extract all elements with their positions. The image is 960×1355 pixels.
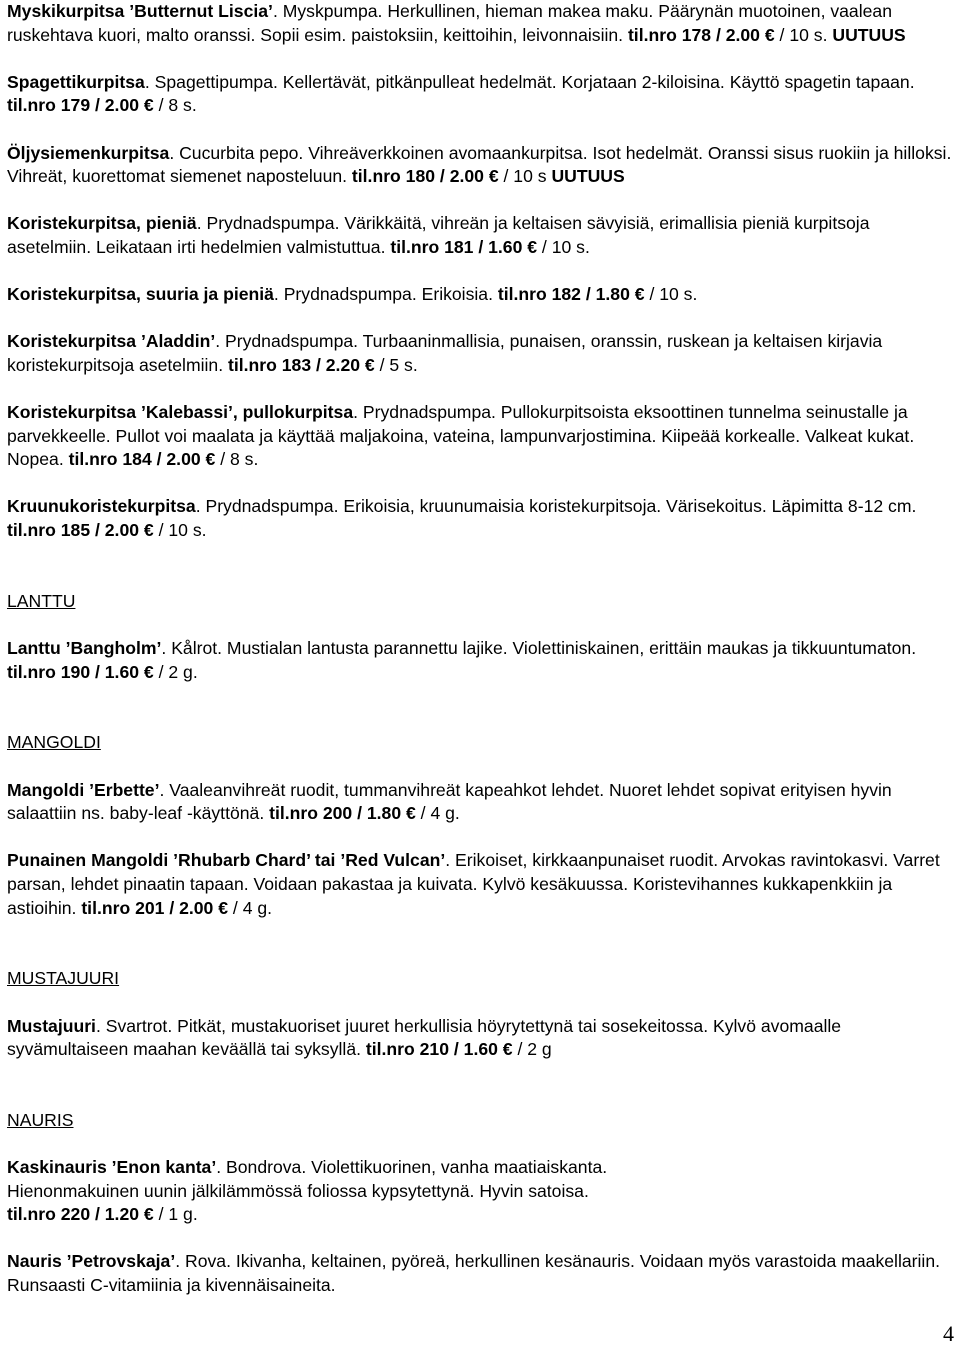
product-emphasis: Nauris ’Petrovskaja’ <box>7 1251 176 1272</box>
section-heading: LANTTU <box>7 590 76 611</box>
product-emphasis: til.nro 185 / 2.00 <box>7 520 144 541</box>
product-text: . Spagettipumpa. Kellertävät, pitkänpulleat hedelmät. Korjataan 2-kiloisina. Käyttö spagetin tapaan. <box>144 71 915 92</box>
product-emphasis: Koristekurpitsa ’Kalebassi’, pullokurpitsa <box>7 402 354 423</box>
product-text: . Prydnadspumpa. Erikoisia. <box>273 284 498 305</box>
product-emphasis: til.nro 220 / 1.20 <box>7 1204 144 1225</box>
product-emphasis: UUTUUS <box>551 166 625 187</box>
product-emphasis: til.nro 184 / 2.00 <box>68 449 206 470</box>
product-emphasis: € <box>364 354 375 375</box>
product-text: . Prydnadspumpa. Pullokurpitsoista eksoottinen tunnelma seinustalle ja parvekkeelle. Pullot voi maalata ja käyttää maljakoina, vateina, lampunvarjostimina. Kiipeää korkealle. Valkeat kukat. Nopea. <box>7 402 915 470</box>
product-emphasis: Kruunukoristekurpitsa <box>7 496 196 517</box>
product-text: . Bondrova. Violettikuorinen, vanha maatiaiskanta. Hienonmakuinen uunin jälkilämmössä foliossa kypsytettynä. Hyvin satoisa. <box>7 1157 608 1201</box>
spacer <box>7 260 955 284</box>
product-text: . Kålrot. Mustialan lantusta parannettu lajike. Violettiniskainen, erittäin maukas ja tikkuuntumaton. <box>161 638 917 659</box>
product-text: . Prydnadspumpa. Erikoisia, kruunumaisia koristekurpitsoja. Värisekoitus. Läpimitta 8-12 cm. <box>195 496 917 517</box>
product-text: . Svartrot. Pitkät, mustakuoriset juuret herkullisia höyrytettynä tai sosekeitossa. Kylvö avomaalle syvämultaiseen maahan keväällä tai syksyllä. <box>7 1015 842 1060</box>
product-entry <box>7 1250 955 1297</box>
document-page <box>7 0 955 1298</box>
section-heading: MUSTAJUURI <box>7 968 120 989</box>
product-entry <box>7 637 955 684</box>
spacer <box>7 1085 955 1109</box>
product-emphasis: UUTUUS <box>832 24 906 45</box>
product-text: . Vaaleanvihreät ruodit, tummanvihreät kapeahkot lehdet. Nuoret lehdet sopivat erityisen hyvin salaattiin ns. baby-leaf -käyttönä. <box>7 779 892 824</box>
spacer <box>7 826 955 850</box>
product-emphasis: til.nro 182 / 1.80 <box>497 284 635 305</box>
spacer <box>7 1133 955 1157</box>
page-number: 4 <box>943 1321 954 1346</box>
spacer <box>7 1062 955 1086</box>
product-entry <box>7 779 955 826</box>
product-text: / 10 s. <box>774 24 833 45</box>
spacer <box>7 684 955 708</box>
product-emphasis: € <box>502 1039 513 1060</box>
product-emphasis: til.nro 201 / 2.00 <box>81 897 219 918</box>
product-emphasis: til.nro 180 / 2.00 <box>351 166 489 187</box>
product-entry <box>7 142 955 189</box>
product-emphasis: € <box>205 449 216 470</box>
product-entry <box>7 330 955 377</box>
product-entry <box>7 849 955 920</box>
spacer <box>7 189 955 213</box>
product-text: . Myskpumpa. Herkullinen, hieman makea maku. Päärynän muotoinen, vaalean ruskehtava kuori, malto oranssi. Sopii esim. paistoksiin, keittoihin, leivonnaisiin. <box>7 1 892 45</box>
product-emphasis: Öljysiemenkurpitsa <box>7 142 170 163</box>
product-emphasis: til.nro 183 / 2.20 <box>228 354 365 375</box>
product-text: / 8 s. <box>153 95 197 116</box>
spacer <box>7 755 955 779</box>
spacer <box>7 472 955 496</box>
product-text: / 4 g. <box>228 897 273 918</box>
product-text: . Prydnadspumpa. Värikkäitä, vihreän ja keltaisen sävyisiä, erimallisia pieniä kurpitsoja asetelmiin. Leikataan irti hedelmien valmistuttua. <box>7 213 870 257</box>
spacer <box>7 543 955 567</box>
product-text: . Prydnadspumpa. Turbaaninmallisia, punaisen, oranssin, ruskean ja keltaisen kirjavia koristekurpitsoja asetelmiin. <box>7 331 883 375</box>
product-emphasis: Mangoldi ’Erbette’ <box>7 779 160 800</box>
product-text: . Cucurbita pepo. Vihreäverkkoinen avomaankurpitsa. Isot hedelmät. Oranssi sisus ruokiin ja hilloksi. Vihreät, kuorettomat siemenet naposteluun. <box>7 142 952 187</box>
product-entry <box>7 0 955 47</box>
spacer <box>7 944 955 968</box>
product-emphasis: € <box>143 520 154 541</box>
product-emphasis: € <box>143 1204 154 1225</box>
product-emphasis: Kaskinauris ’Enon kanta’ <box>7 1157 217 1178</box>
product-emphasis: til.nro 181 / 1.60 <box>390 236 528 257</box>
spacer <box>7 991 955 1015</box>
product-emphasis: til.nro 178 / 2.00 <box>627 24 765 45</box>
product-entry <box>7 401 955 472</box>
product-emphasis: € <box>764 24 775 45</box>
product-emphasis: € <box>406 803 416 824</box>
product-emphasis: € <box>527 236 538 257</box>
product-entry <box>7 1156 955 1227</box>
product-emphasis: Spagettikurpitsa <box>7 71 145 92</box>
product-emphasis: Koristekurpitsa, pieniä <box>7 213 197 234</box>
product-emphasis: til.nro 210 / 1.60 <box>365 1039 503 1060</box>
product-emphasis: Punainen Mangoldi ’Rhubarb Chard’ tai ’Red Vulcan’ <box>7 850 446 871</box>
product-entry <box>7 212 955 259</box>
spacer <box>7 566 955 590</box>
product-text: / 8 s. <box>215 449 259 470</box>
product-text: / 10 s. <box>153 520 207 541</box>
product-text: . Rova. Ikivanha, keltainen, pyöreä, herkullinen kesänauris. Voidaan myös varastoida maakellariin. Runsaasti C-vitamiinia ja kivennäisaineita. <box>7 1251 940 1296</box>
product-emphasis: Koristekurpitsa, suuria ja pieniä <box>7 284 274 305</box>
product-text: / 2 g <box>512 1039 552 1060</box>
product-emphasis: € <box>634 284 645 305</box>
spacer <box>7 47 955 71</box>
product-emphasis: til.nro 200 / 1.80 <box>269 803 406 824</box>
spacer <box>7 307 955 331</box>
product-emphasis: € <box>143 95 154 116</box>
product-text: / 4 g. <box>415 803 460 824</box>
product-text: / 2 g. <box>153 661 198 682</box>
product-entry <box>7 71 955 118</box>
spacer <box>7 708 955 732</box>
product-text: / 10 s. <box>537 236 590 257</box>
product-entry <box>7 1015 955 1062</box>
product-emphasis: til.nro 179 / 2.00 <box>7 95 144 116</box>
section-heading: NAURIS <box>7 1109 74 1130</box>
product-entry <box>7 495 955 542</box>
spacer <box>7 378 955 402</box>
product-text: / 5 s. <box>374 354 418 375</box>
product-entry <box>7 283 955 307</box>
product-emphasis: € <box>218 897 229 918</box>
product-emphasis: € <box>488 166 499 187</box>
product-text: . Erikoiset, kirkkaanpunaiset ruodit. Arvokas ravintokasvi. Varret parsan, lehdet pinaatin tapaan. Voidaan pakastaa ja kuivata. Kylvö kesäkuussa. Koristevihannes kukkapenkkiin ja astioihin. <box>7 850 940 918</box>
product-emphasis: Koristekurpitsa ’Aladdin’ <box>7 331 216 352</box>
product-emphasis: Lanttu ’Bangholm’ <box>7 638 162 659</box>
spacer <box>7 613 955 637</box>
product-emphasis: Mustajuuri <box>7 1015 96 1036</box>
product-emphasis: til.nro 190 / 1.60 <box>7 661 144 682</box>
spacer <box>7 1227 955 1251</box>
product-emphasis: € <box>143 661 154 682</box>
spacer <box>7 118 955 142</box>
product-text: / 1 g. <box>153 1204 198 1225</box>
spacer <box>7 920 955 944</box>
product-emphasis: Myskikurpitsa ’Butternut Liscia’ <box>7 1 273 21</box>
section-heading: MANGOLDI <box>7 732 101 753</box>
product-text: / 10 s. <box>644 284 698 305</box>
product-text: / 10 s <box>498 166 552 187</box>
